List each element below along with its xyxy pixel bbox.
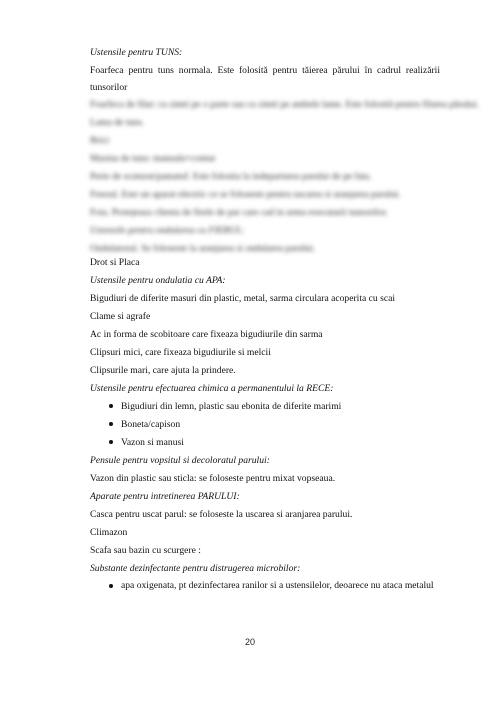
bullet-icon <box>109 422 113 426</box>
bullet-icon <box>109 584 113 588</box>
document-body <box>90 44 479 594</box>
bullet-icon <box>109 404 113 408</box>
list-substante <box>90 578 440 594</box>
blurred-line: Masina de tuns: manuala+contur <box>90 153 216 164</box>
paragraph-foarfeca-tuns: Foarfeca pentru tuns normala. Este folosită pentru tăierea părului în cadrul realizării tunsorilor <box>90 65 440 93</box>
list-item-text: Bigudiuri din lemn, plastic sau ebonita de diferite marimi <box>121 401 342 412</box>
heading-pensule: Pensule pentru vopsitul si decoloratul parului: <box>90 455 270 466</box>
blurred-line: Lama de tuns. <box>90 117 145 128</box>
line-bigudiuri: Bigudiuri de diferite masuri din plastic, metal, sarma circulara acoperita cu scai <box>90 293 396 304</box>
list-item-text: Vazon si manusi <box>121 437 184 448</box>
list-item <box>90 398 440 416</box>
heading-apa: Ustensile pentru ondulatia cu APA: <box>90 275 226 286</box>
blurred-line: Ondulatorul. Se foloseste la aranjarea si ondularea parului. <box>90 243 316 254</box>
heading-aparate: Aparate pentru intretinerea PARULUI: <box>90 491 240 502</box>
blurred-line: Fenoul. Este un aparat electric ce se foloseste pentru uscarea si aranjarea parului. <box>90 189 401 200</box>
line-drot: Drot si Placa <box>90 257 140 268</box>
heading-rece: Ustensile pentru efectuarea chimica a permanentului la RECE: <box>90 383 334 394</box>
blurred-line: Brici <box>90 135 110 146</box>
line-vazon-plastic: Vazon din plastic sau sticla: se foloseste pentru mixat vopseaua. <box>90 473 336 484</box>
line-clipsuri-mici: Clipsuri mici, care fixeaza bigudiurile si melcii <box>90 347 271 358</box>
list-rece <box>90 398 440 452</box>
page-number: 20 <box>244 637 255 647</box>
list-item <box>90 434 440 452</box>
blurred-line: Ustensile pentru ondularea cu FIERUL: <box>90 225 245 236</box>
blurred-line: Foia. Protejeaza clienta de firele de par care cad in urma executarii tunsorilor. <box>90 207 388 218</box>
heading-tuns: Ustensile pentru TUNS: <box>90 47 183 58</box>
line-clipsuri-mari: Clipsurile mari, care ajuta la prindere. <box>90 365 236 376</box>
heading-substante: Substante dezinfectante pentru distrugerea microbilor: <box>90 563 301 574</box>
line-scafa: Scafa sau bazin cu scurgere : <box>90 545 201 556</box>
line-casca: Casca pentru uscat parul: se foloseste la uscarea si aranjarea parului. <box>90 509 353 520</box>
line-ac: Ac in forma de scobitoare care fixeaza bigudiurile din sarma <box>90 329 323 340</box>
list-item <box>90 578 440 594</box>
blurred-line: Perie de scuturat/pamatuf. Este folosita la indepartarea parului de pe fata. <box>90 171 372 182</box>
list-item-text: Boneta/capison <box>121 419 181 430</box>
line-clame: Clame si agrafe <box>90 311 151 322</box>
bullet-icon <box>109 440 113 444</box>
list-item-text: apa oxigenata, pt dezinfectarea ranilor si a ustensilelor, deoarece nu ataca metalul <box>121 580 434 591</box>
blurred-section <box>90 96 479 258</box>
list-item <box>90 416 440 434</box>
line-climazon: Climazon <box>90 527 128 538</box>
blurred-line: Foarfeca de filat: cu zimti pe o parte sau cu zimti pe ambele lame. Este folosită pentru filarea părului. <box>90 99 479 110</box>
